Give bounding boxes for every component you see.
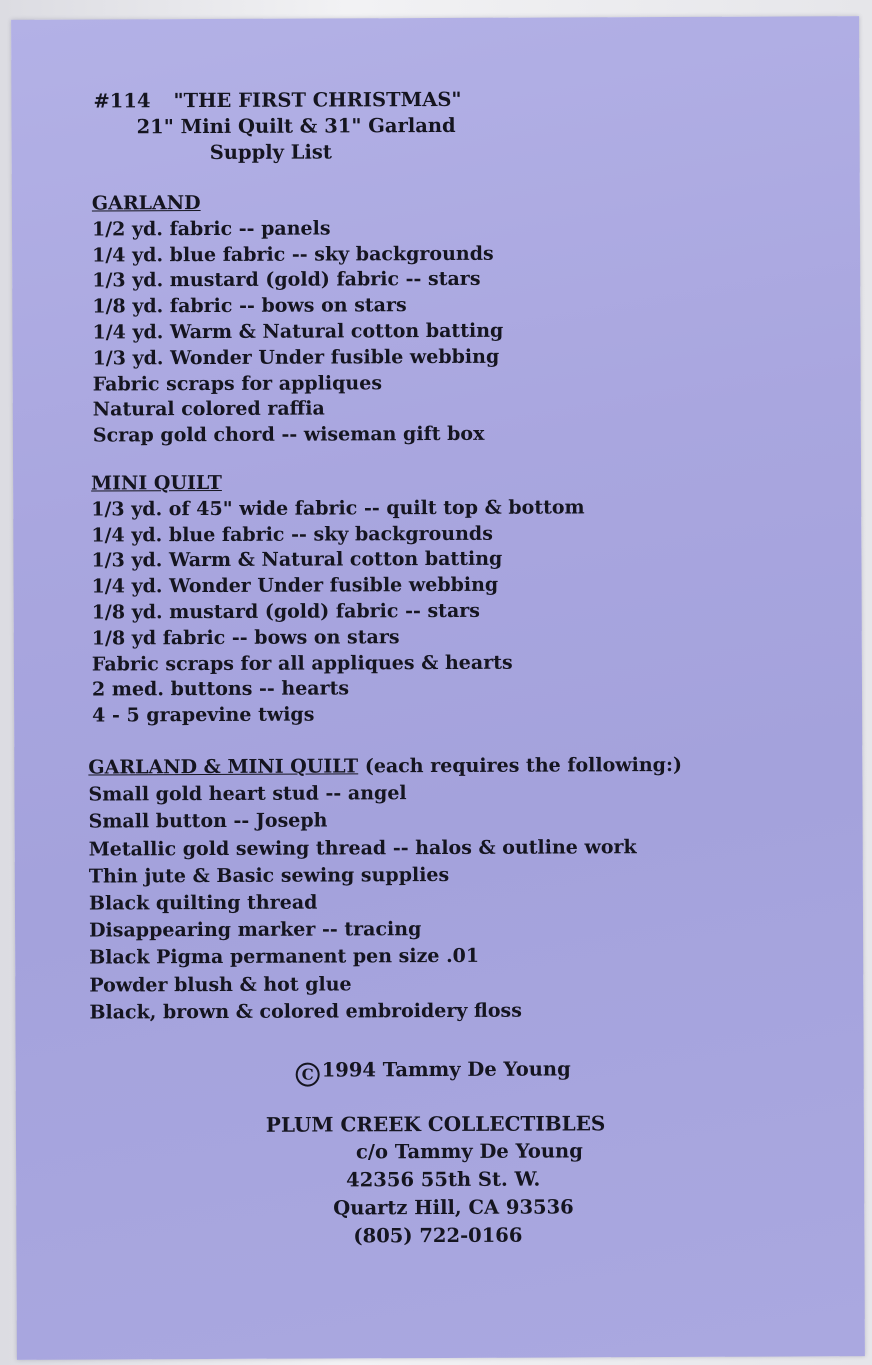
list-item: 1/4 yd. blue fabric -- sky backgrounds: [92, 242, 494, 267]
garland-list: [92, 216, 504, 450]
combined-list: [88, 779, 683, 1026]
list-item: Metallic gold sewing thread -- halos & outline work: [88, 835, 637, 861]
list-item: Fabric scraps for all appliques & hearts: [91, 651, 513, 676]
garland-section: [92, 190, 504, 450]
list-item: 1/2 yd. fabric -- panels: [91, 217, 331, 241]
list-item: 1/8 yd. fabric -- bows on stars: [92, 294, 407, 318]
list-item: Thin jute & Basic sewing supplies: [88, 863, 450, 888]
list-item: Disappearing marker -- tracing: [89, 918, 422, 942]
combined-note: (each requires the following:): [364, 753, 682, 778]
city-state-zip: Quartz Hill, CA 93536: [333, 1195, 574, 1220]
copyright-line: [296, 1057, 571, 1086]
list-item: 1/3 yd. Warm & Natural cotton batting: [91, 548, 503, 572]
garland-heading: GARLAND: [91, 192, 201, 215]
list-item: Powder blush & hot glue: [89, 973, 352, 997]
pattern-header: [11, 86, 859, 164]
supply-list-sheet: [11, 16, 865, 1360]
list-item: 1/4 yd. Wonder Under fusible webbing: [91, 573, 499, 598]
list-item: 1/4 yd. Warm & Natural cotton batting: [92, 319, 504, 344]
garland-and-mini-quilt-section: [88, 752, 683, 1027]
list-item: Black Pigma permanent pen size .01: [89, 945, 480, 969]
list-item: 4 - 5 grapevine twigs: [92, 703, 315, 727]
list-item: Black, brown & colored embroidery floss: [89, 999, 522, 1024]
list-item: 1/4 yd. blue fabric -- sky backgrounds: [91, 522, 493, 547]
mini-quilt-section: [91, 469, 586, 729]
copyright-text: 1994 Tammy De Young: [321, 1057, 571, 1082]
list-item: 1/3 yd. mustard (gold) fabric -- stars: [92, 268, 481, 292]
mini-quilt-list: [91, 495, 585, 729]
mini-quilt-heading: MINI QUILT: [91, 471, 222, 495]
list-item: 1/3 yd. Wonder Under fusible webbing: [92, 345, 500, 370]
list-item: Small button -- Joseph: [88, 809, 328, 833]
list-item: Scrap gold chord -- wiseman gift box: [92, 422, 485, 447]
copyright-symbol: C: [296, 1063, 320, 1087]
care-of: c/o Tammy De Young: [355, 1139, 583, 1164]
street-address: 42356 55th St. W.: [346, 1167, 541, 1192]
list-item: Black quilting thread: [88, 891, 318, 915]
supply-list-title: Supply List: [209, 140, 332, 164]
list-item: 2 med. buttons -- hearts: [91, 677, 350, 701]
list-item: Fabric scraps for appliques: [92, 371, 383, 396]
list-item: 1/3 yd. of 45" wide fabric -- quilt top & bottom: [91, 496, 585, 521]
company-name: PLUM CREEK COLLECTIBLES: [265, 1111, 606, 1137]
phone-number: (805) 722-0166: [353, 1223, 523, 1248]
list-item: 1/8 yd fabric -- bows on stars: [91, 625, 400, 650]
list-item: Small gold heart stud -- angel: [88, 782, 407, 806]
pattern-subtitle: 21" Mini Quilt & 31" Garland: [136, 113, 456, 139]
list-item: Natural colored raffia: [92, 397, 325, 421]
pattern-title-line: [93, 88, 461, 113]
combined-heading-line: [88, 752, 682, 782]
pattern-number: #114: [93, 89, 151, 113]
combined-heading: GARLAND & MINI QUILT: [88, 755, 359, 779]
list-item: 1/8 yd. mustard (gold) fabric -- stars: [91, 599, 480, 624]
pattern-title: "THE FIRST CHRISTMAS": [173, 87, 462, 113]
